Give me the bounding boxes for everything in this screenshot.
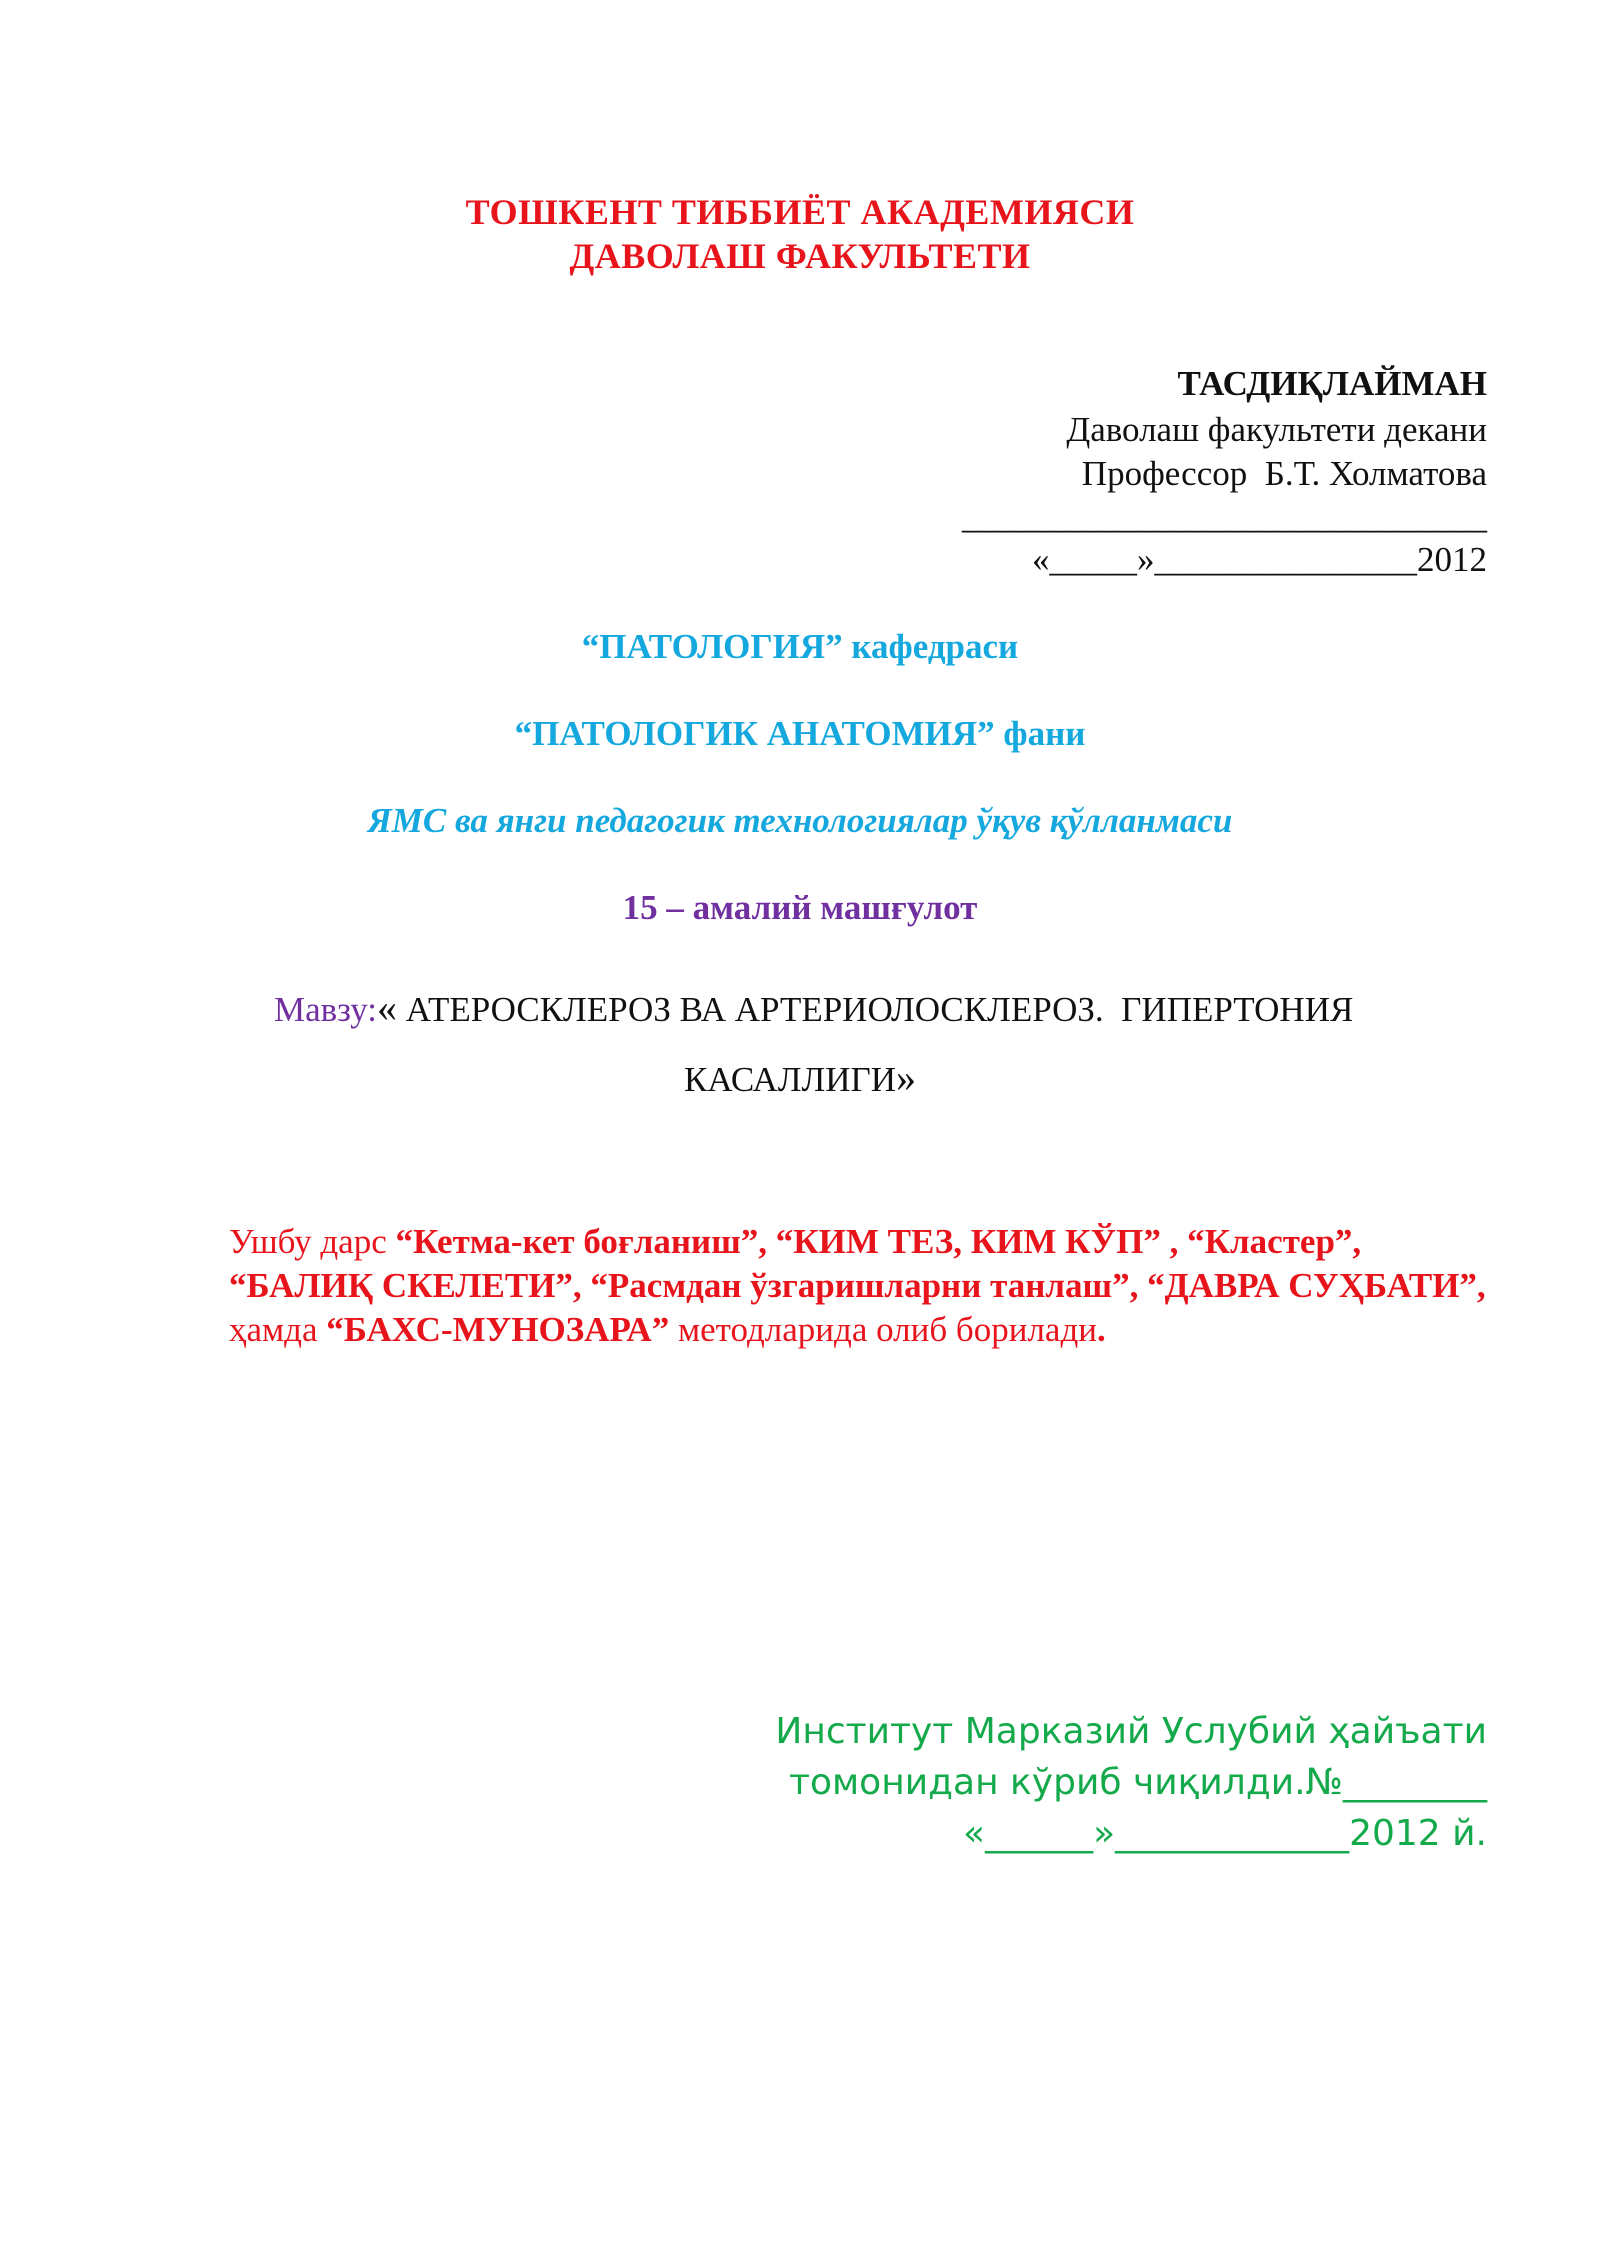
faculty-title: ДАВОЛАШ ФАКУЛЬТЕТИ [569, 236, 1031, 276]
lesson-number: 15 – амалий машғулот [622, 888, 978, 927]
review-line-1: Институт Марказий Услубий ҳайъати [775, 1711, 1487, 1752]
subject-title: “ПАТОЛОГИК АНАТОМИЯ” фани [514, 714, 1086, 753]
topic-close-quote: » [896, 1055, 917, 1100]
manual-title: ЯМС ва янги педагогик технологиялар ўқув қўлланмаси [367, 801, 1233, 840]
topic-line-2 [0, 1043, 1600, 1115]
methods-outro: методларида олиб борилади [669, 1310, 1097, 1349]
topic-label: Мавзу: [274, 990, 378, 1029]
approval-name: Профессор Б.Т. Холматова [1081, 454, 1487, 493]
topic-text-2: КАСАЛЛИГИ [683, 1060, 897, 1099]
review-line-2: томонидан кўриб чиқилди.№________ [789, 1762, 1487, 1803]
topic-open-quote: « [377, 985, 398, 1030]
review-line-3: «______»_____________2012 й. [963, 1813, 1487, 1854]
approval-date-line: «_____»_______________2012 [1032, 540, 1487, 579]
topic-text-1: АТЕРОСКЛЕРОЗ ВА АРТЕРИОЛОСКЛЕРОЗ. ГИПЕРТОНИЯ [397, 990, 1354, 1029]
approval-position: Даволаш факультети декани [1066, 410, 1487, 449]
approval-signature-line: ______________________________ [962, 497, 1487, 536]
department-title: “ПАТОЛОГИЯ” кафедраси [581, 627, 1019, 666]
methods-paragraph [229, 1220, 1509, 1352]
methods-last: “БАХС-МУНОЗАРА” [326, 1310, 670, 1349]
methods-intro: Ушбу дарс [229, 1222, 396, 1261]
topic-line-1 [274, 973, 1353, 1045]
academy-title: ТОШКЕНТ ТИББИЁТ АКАДЕМИЯСИ [465, 192, 1135, 232]
approval-title: ТАСДИҚЛАЙМАН [1177, 364, 1487, 403]
methods-mid: ҳамда [229, 1310, 327, 1349]
methods-list: “Кетма-кет боғланиш”, “КИМ ТЕЗ, КИМ КЎП” , “Кластер”, “БАЛИҚ СКЕЛЕТИ”, “Расмдан ўзгаришларни танлаш”, “ДАВРА СУҲБАТИ”, [229, 1222, 1486, 1305]
methods-period: . [1096, 1310, 1106, 1349]
